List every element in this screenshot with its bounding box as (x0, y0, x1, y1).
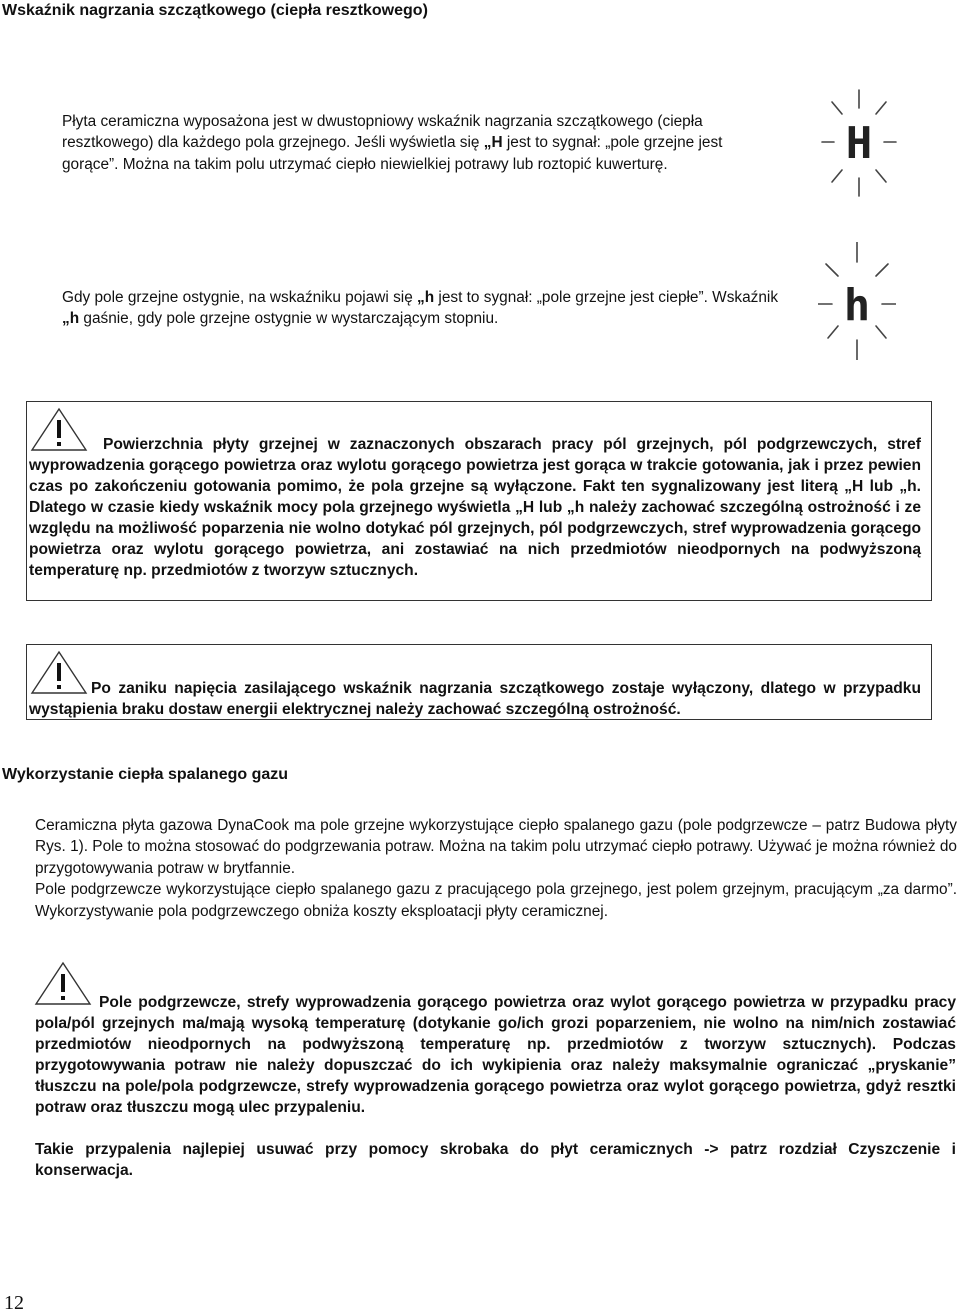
warning-text-cleaning: Takie przypalenia najlepiej usuwać przy pomocy skrobaka do płyt ceramicznych -> patrz rozdział Czyszczenie i konserwacja. (35, 1141, 956, 1179)
indicator-letter: „H (483, 134, 503, 152)
indicator-letter: „h (62, 310, 80, 328)
warning-text-warming-zone: Pole podgrzewcze, strefy wyprowadzenia gorącego powietrza oraz wylot gorącego powietrza w przypadku pracy pola/pól grzejnych ma/mają wysoką temperaturę (dotykanie go/ich grozi poparzeniem, nie wolno na nim/nich zostawiać przedmiotów nieodpornych na podwyższoną temperaturę np. przedmiotów z tworzyw sztucznych). Podczas przygotowywania potraw nie należy dopuszczać do ich wykipienia oraz należy maksymalnie ograniczać „pryskanie” tłuszczu na pole/pola podgrzewcze, strefy wyprowadzenia gorącego powietrza oraz wylot gorącego powietrza, gdyż resztki potraw oraz tłuszczu mogą ulec przypaleniu. (35, 994, 956, 1116)
paragraph-indicator-h (62, 287, 782, 330)
indicator-h-icon (818, 242, 896, 360)
warning-box-hot-surface (26, 401, 932, 601)
warning-text-hot-surface: Powierzchnia płyty grzejnej w zaznaczonych obszarach pracy pól grzejnych, pól podgrzewczych, stref wyprowadzenia gorącego powietrza oraz wylotu gorącego powietrza jest gorąca w trakcie gotowania, jak i przez pewien czas po zakończeniu gotowania pomimo, że pola grzejne są wyłączone. Fakt ten sygnalizowany jest literą „H lub „h. Dlatego w czasie kiedy wskaźnik mocy pola grzejnego wyświetla „H lub „h należy zachować szczególną ostrożność i ze względu na możliwość poparzenia nie wolno dotykać pól grzejnych, pól podgrzewczych, stref wyprowadzenia gorącego powietrza oraz wylotu gorącego powietrza, ani zostawiać na nich przedmiotów nieodpornych na podwyższoną temperaturę np. przedmiotów z tworzyw sztucznych. (29, 436, 921, 579)
indicator-letter: „h (417, 289, 435, 306)
warning-box-power-loss (26, 644, 932, 720)
indicator-h-glyph: h (843, 280, 871, 331)
text: jest to sygnał: „pole grzejne jest ciepłe”. Wskaźnik (434, 289, 779, 306)
text: Gdy pole grzejne ostygnie, na wskaźniku pojawi się (62, 289, 418, 306)
warning-text-power-loss: Po zaniku napięcia zasilającego wskaźnik nagrzania szczątkowego zostaje wyłączony, dlatego w przypadku wystąpienia braku dostaw energii elektrycznej należy zachować szczególną ostrożność. (29, 680, 921, 718)
indicator-H-glyph: H (845, 118, 873, 169)
paragraph-gas-heat-usage (35, 815, 957, 922)
section-title-gas-heat: Wykorzystanie ciepła spalanego gazu (2, 766, 289, 783)
page-number: 12 (4, 1292, 24, 1314)
text: Pole podgrzewcze wykorzystujące ciepło spalanego gazu z pracującego pola grzejnego, jest polem grzejnym, pracującym „za darmo”. Wykorzystywanie pola podgrzewczego obniża koszty eksploatacji płyty ceramicznej. (35, 881, 957, 920)
indicator-H-icon (820, 84, 898, 202)
paragraph-indicator-H (62, 111, 782, 175)
text: Ceramiczna płyta gazowa DynaCook ma pole grzejne wykorzystujące ciepło spalanego gazu (pole podgrzewcze – patrz Budowa płyty Rys. 1). Pole to można stosować do podgrzewania potraw. Można na takim polu utrzymać ciepło potrawy. Używać je można również do przygotowywania potraw w brytfannie. (35, 817, 957, 877)
text: gaśnie, gdy pole grzejne ostygnie w wystarczającym stopniu. (79, 310, 499, 328)
text: Płyta ceramiczna wyposażona jest w dwustopniowy wskaźnik nagrzania szczątkowego (ciepła resztkowego) dla każdego pola grzejnego. Jeśli wyświetla się (62, 113, 703, 152)
section-title-residual-heat: Wskaźnik nagrzania szczątkowego (ciepła resztkowego) (2, 2, 428, 19)
text: jest to sygnał: „pole grzejne jest gorące”. Można na takim polu utrzymać ciepło niewielkiej potrawy lub roztopić kuwerturę. (62, 134, 723, 173)
